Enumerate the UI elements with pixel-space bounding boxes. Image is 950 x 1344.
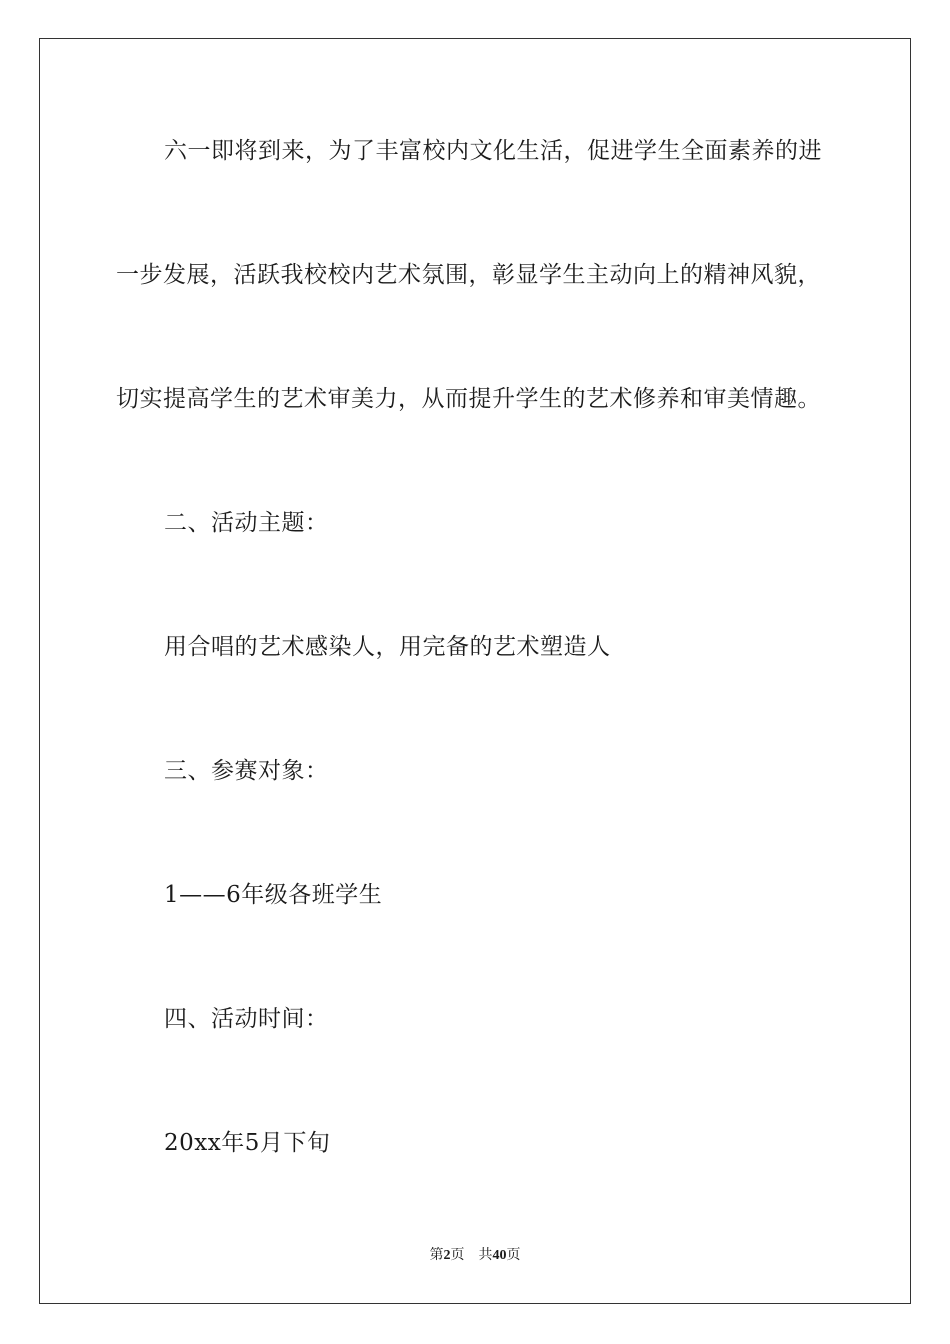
section-4-body: 20xx年5月下旬 <box>164 1130 331 1156</box>
section-2-heading: 二、活动主题： <box>164 510 329 536</box>
paragraph-1-line-3: 切实提高学生的艺术审美力，从而提升学生的艺术修养和审美情趣。 <box>116 386 821 412</box>
total-suffix: 页 <box>506 1248 521 1263</box>
page-footer <box>0 1246 950 1266</box>
page-prefix: 第 <box>429 1248 444 1263</box>
total-prefix: 共 <box>478 1248 493 1263</box>
page-number: 2 <box>443 1248 451 1263</box>
section-4-heading: 四、活动时间： <box>164 1006 329 1032</box>
section-3-body: 1——6年级各班学生 <box>164 882 383 908</box>
paragraph-1-line-2: 一步发展，活跃我校校内艺术氛围，彰显学生主动向上的精神风貌， <box>116 262 821 288</box>
total-pages: 40 <box>492 1248 507 1263</box>
page-suffix: 页 <box>450 1248 465 1263</box>
page-border <box>39 38 911 1304</box>
section-3-heading: 三、参赛对象： <box>164 758 329 784</box>
section-2-body: 用合唱的艺术感染人，用完备的艺术塑造人 <box>164 634 611 660</box>
paragraph-1-line-1: 六一即将到来，为了丰富校内文化生活，促进学生全面素养的进 <box>164 138 822 164</box>
